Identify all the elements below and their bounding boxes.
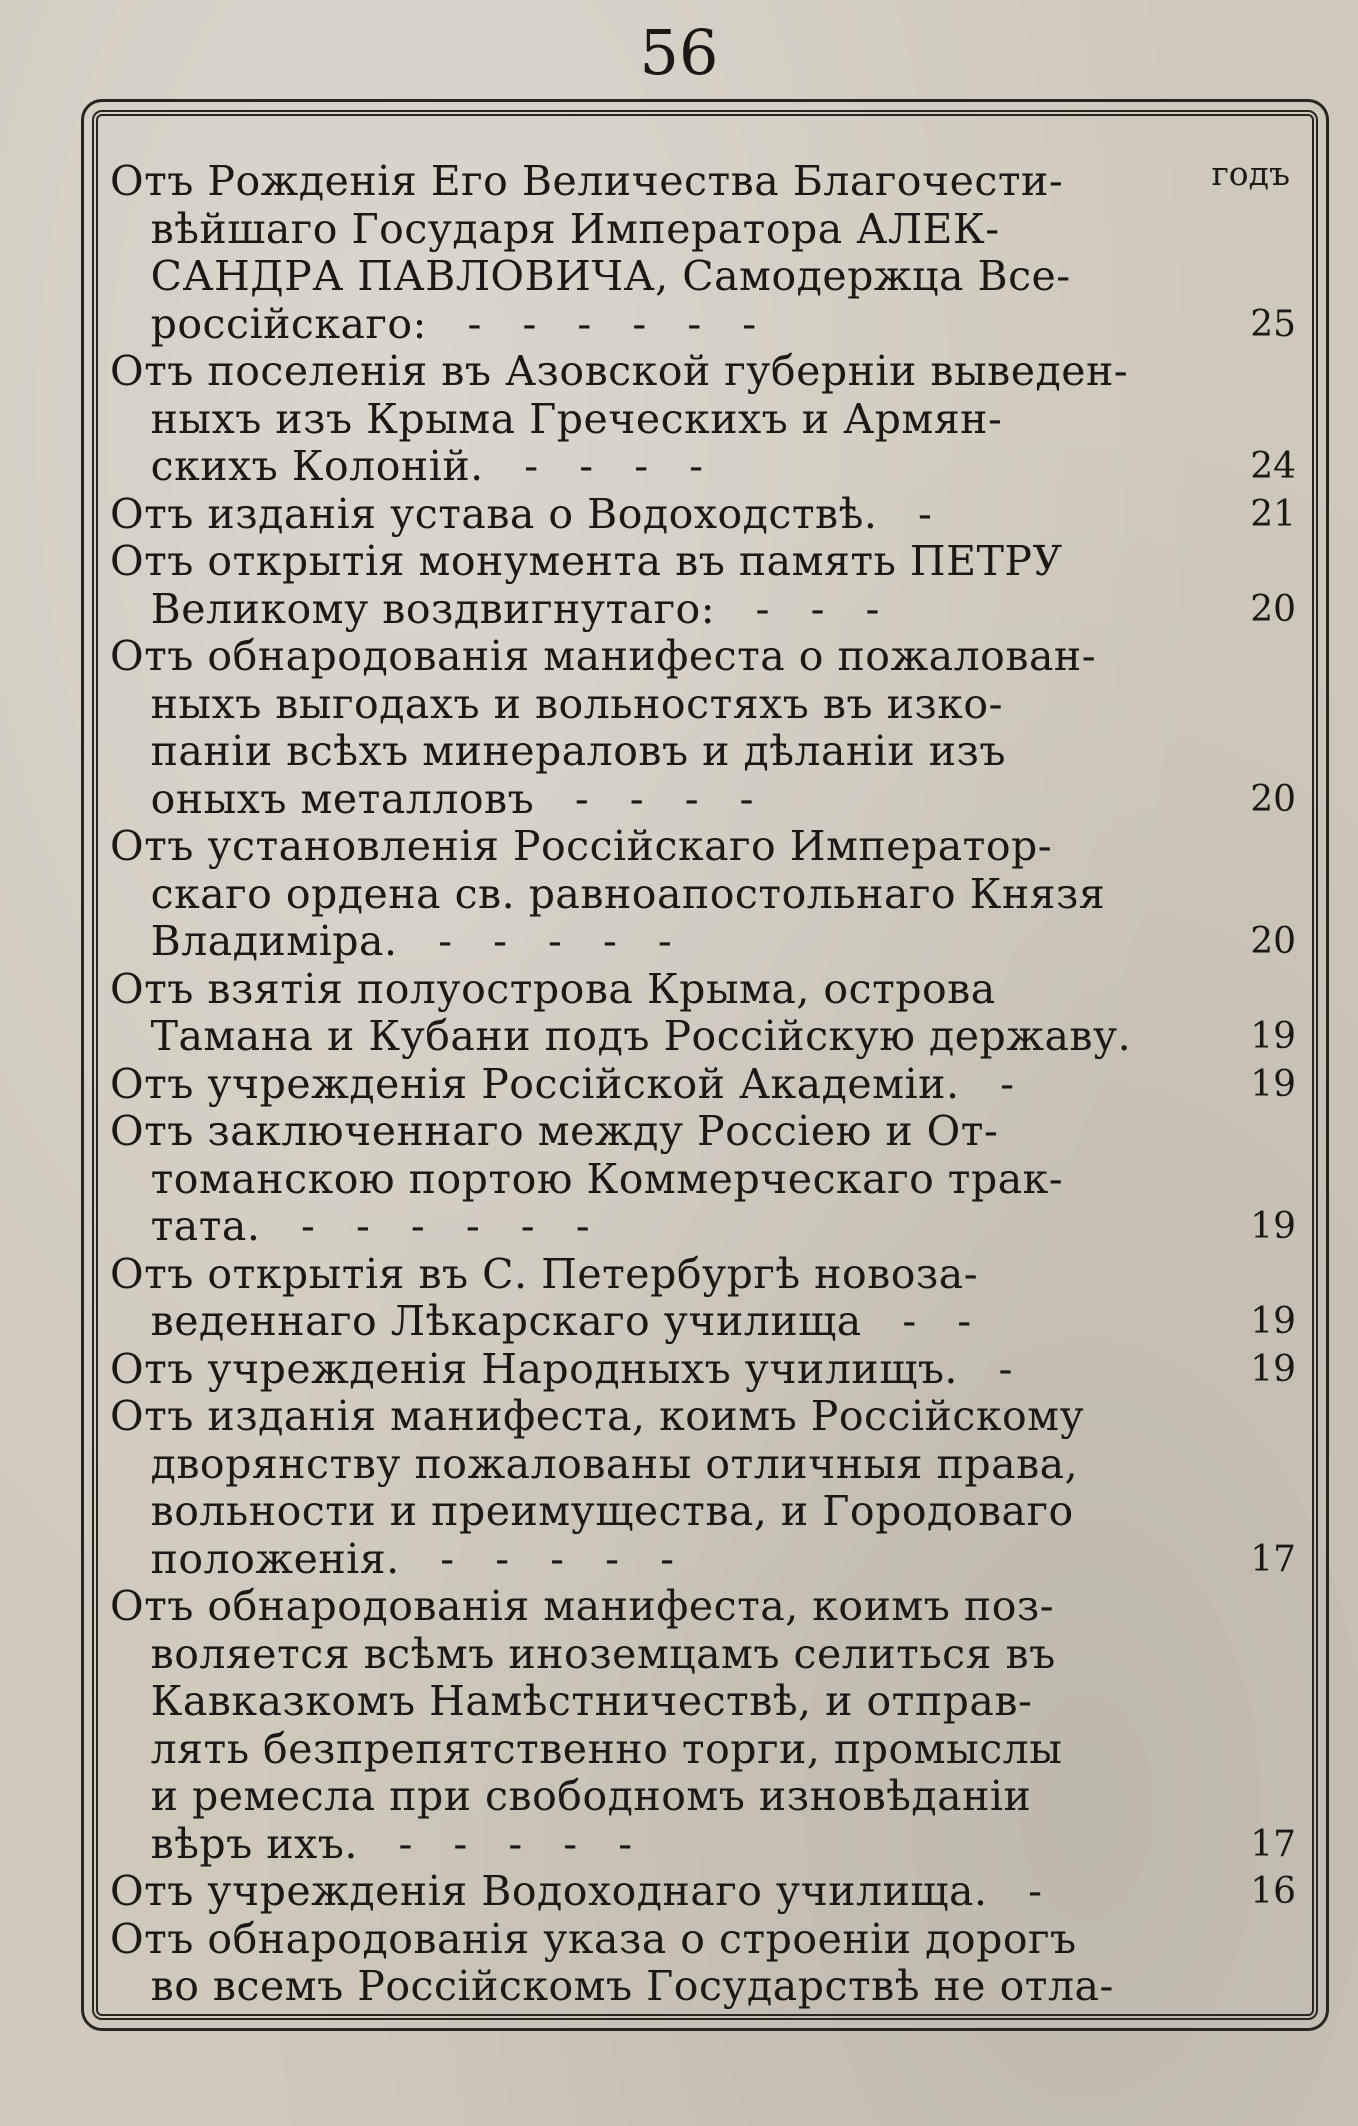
entry-text: Отъ учрежденія Водоходнаго училища. - [110, 1867, 1043, 1915]
entry-years: 19 [1250, 1016, 1296, 1057]
year-column-header: годъ [1211, 154, 1290, 193]
entry-text: Отъ открытія монумента въ память ПЕТРУ Великому воздвигнутаго: - - - [110, 537, 1063, 633]
chronology-entry [110, 1916, 1300, 2011]
entry-years: 20 [1250, 778, 1296, 820]
chronology-entry [110, 1393, 1300, 1583]
chronology-entry [110, 633, 1300, 823]
entry-years: 21 [1250, 493, 1296, 535]
chronology-entry [110, 1868, 1300, 1916]
entry-years: 19 [1250, 1301, 1296, 1342]
chronology-entry [110, 1061, 1300, 1109]
entry-years: 17 [1250, 1823, 1296, 1865]
entry-text: Отъ заключеннаго между Россіею и От- томанскою портою Коммерческаго трак- тата. - - - - - - [110, 1107, 1064, 1250]
entry-text: Отъ поселенія въ Азовской губерніи выведен- ныхъ изъ Крыма Греческихъ и Армян- скихъ Колоній. - - - - [110, 347, 1129, 490]
chronology-entry [110, 823, 1300, 966]
entry-years: 17 [1250, 1538, 1296, 1580]
entry-text: Отъ учрежденія Россійской Академіи. - [110, 1059, 1015, 1108]
chronology-entry [110, 1251, 1300, 1346]
entry-years: 25 [1250, 303, 1296, 345]
entry-text: Отъ открытія въ С. Петербургѣ новоза- веденнаго Лѣкарскаго училища - - [110, 1249, 979, 1345]
chronology-entry [110, 538, 1300, 633]
entry-text: Отъ обнародованія манифеста, коимъ поз- воляется всѣмъ иноземцамъ селиться въ Кавказкомъ Намѣстничествѣ, и отправ- лять безпрепятственно торги, промыслы и ремесла при свободномъ изновѣданіи вѣръ ихъ. - - - - - [110, 1582, 1063, 1868]
entry-years: 20 [1250, 921, 1296, 962]
chronology-entry [110, 158, 1300, 348]
chronology-entry [110, 1346, 1300, 1394]
entry-years: 19 [1250, 1348, 1296, 1390]
entry-years: 20 [1250, 588, 1296, 630]
chronology-entry [110, 348, 1300, 491]
entry-text: Отъ обнародованія указа о строеніи дорогъ во всемъ Россійскомъ Государствѣ не отла- [110, 1914, 1114, 2010]
chronology-list [110, 158, 1300, 2011]
entry-text: Отъ учрежденія Народныхъ училищъ. - [110, 1344, 1013, 1393]
chronology-entry [110, 1583, 1300, 1868]
entry-text: Отъ изданія манифеста, коимъ Россійскому дворянству пожалованы отличныя права, вольности и преимущества, и Городоваго положенія. - - - - - [110, 1392, 1085, 1583]
page-number: 56 [639, 16, 719, 89]
entry-text: Отъ взятія полуострова Крыма, острова Тамана и Кубани подъ Россійскую державу. [110, 964, 1132, 1060]
chronology-entry [110, 1108, 1300, 1251]
entry-text: Отъ обнародованія манифеста о пожалован- ныхъ выгодахъ и вольностяхъ въ изко- паніи всѣхъ минераловъ и дѣланіи изъ оныхъ металловъ - - - - [110, 632, 1097, 823]
chronology-entry [110, 966, 1300, 1061]
chronology-entry [110, 491, 1300, 539]
entry-text: Отъ установленія Россійскаго Император- скаго ордена св. равноапостольнаго Князя Владиміра. - - - - - [110, 822, 1106, 965]
entry-years: 19 [1250, 1206, 1296, 1247]
entry-text: Отъ изданія устава о Водоходствѣ. - [110, 489, 933, 538]
entry-years: 24 [1250, 446, 1296, 487]
entry-years: 19 [1250, 1063, 1296, 1105]
entry-years: 16 [1250, 1871, 1296, 1912]
entry-text: Отъ Рожденія Его Величества Благочести- вѣйшаго Государя Императора АЛЕК- САНДРА ПАВЛОВИЧА, Самодержца Все- россійскаго: - - - - - - [110, 157, 1071, 348]
